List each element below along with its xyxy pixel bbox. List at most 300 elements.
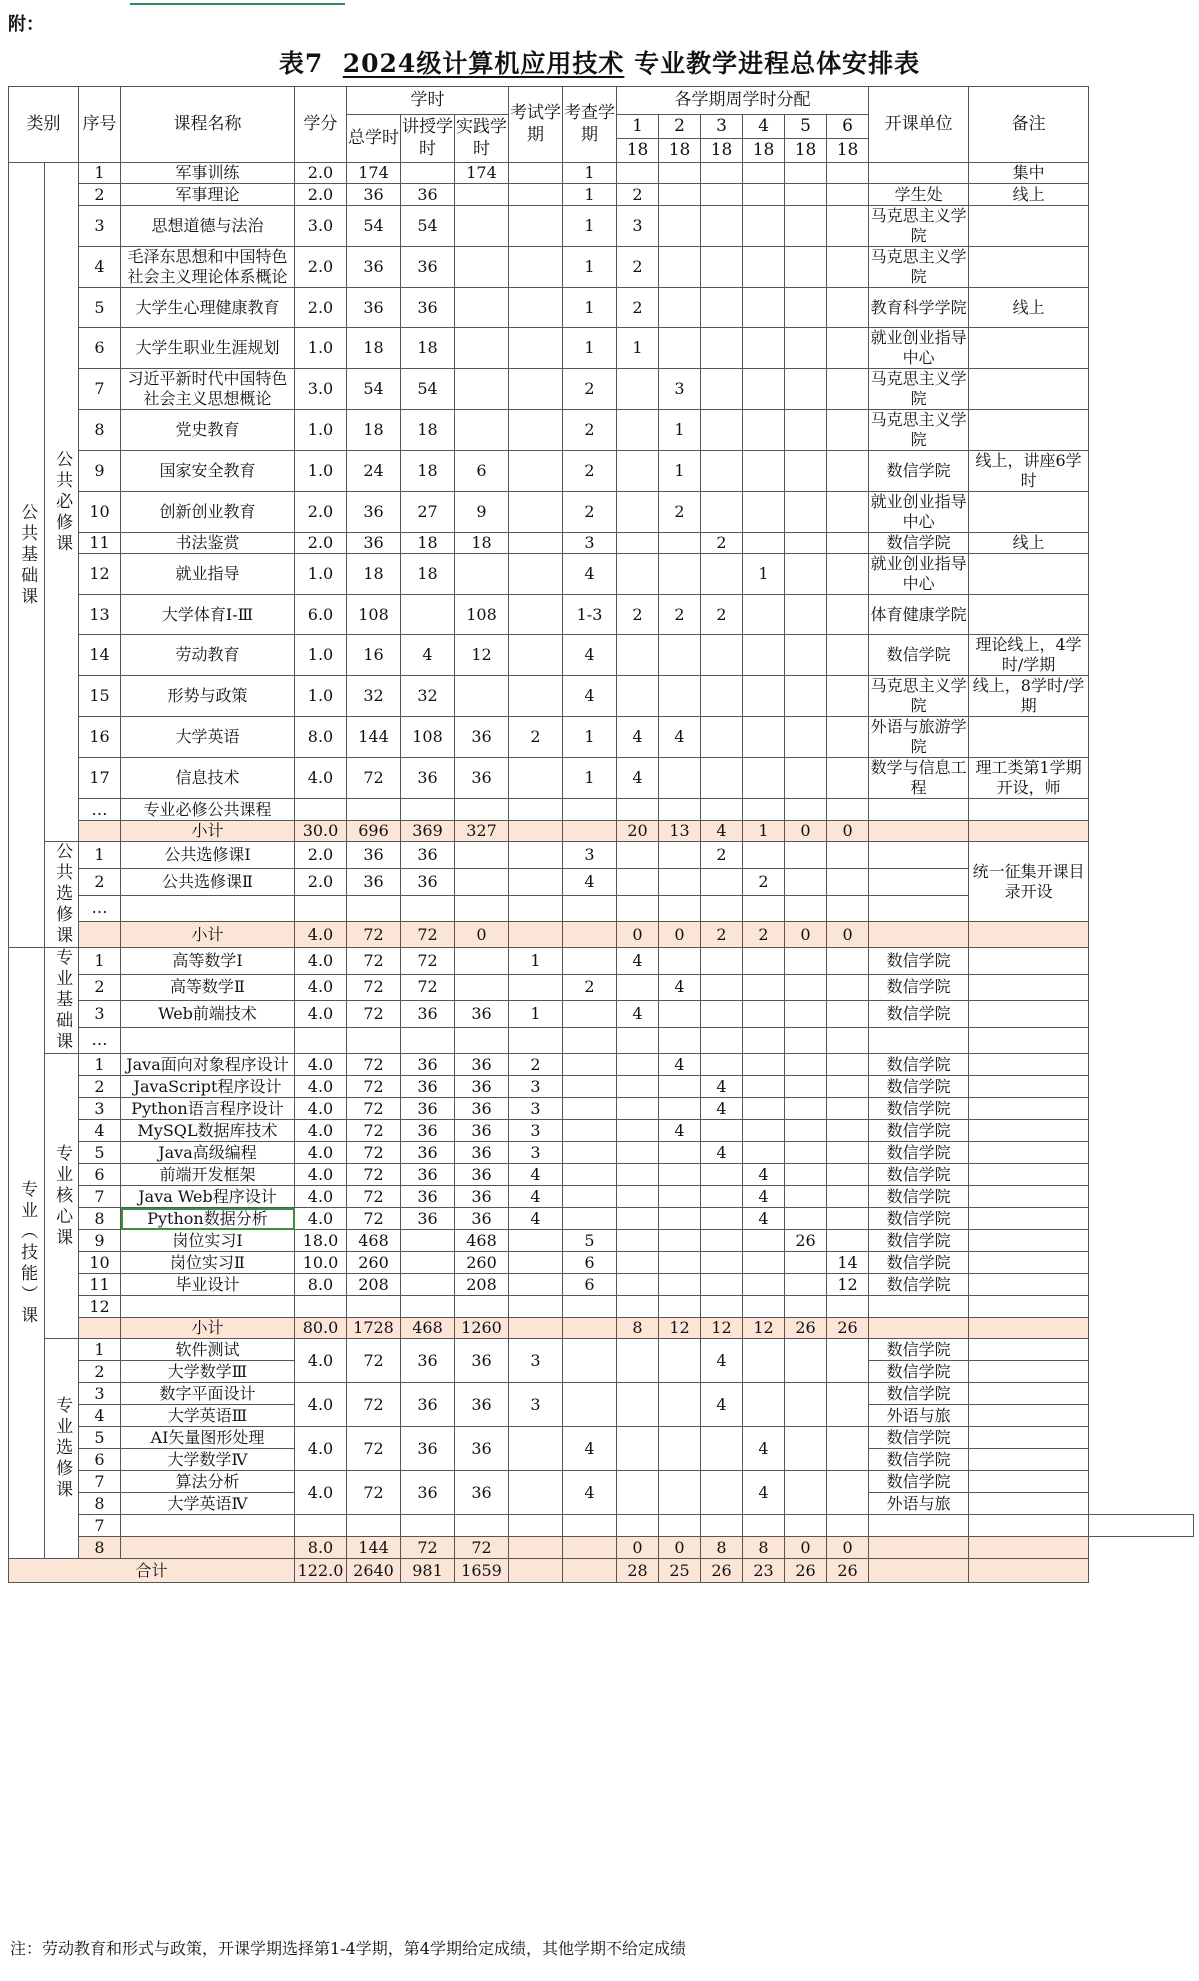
- weekly-hours-cell[interactable]: 14: [827, 1252, 869, 1274]
- total-hours-cell[interactable]: 36: [347, 842, 401, 869]
- weekly-hours-cell[interactable]: [785, 1027, 827, 1054]
- course-name-cell[interactable]: 大学英语Ⅲ: [121, 1405, 295, 1427]
- practice-hours-cell[interactable]: 18: [455, 533, 509, 554]
- weekly-hours-cell[interactable]: 26: [701, 1559, 743, 1583]
- remark-cell[interactable]: [969, 1076, 1089, 1098]
- seq-cell[interactable]: 6: [79, 328, 121, 369]
- weekly-hours-cell[interactable]: [827, 1427, 869, 1471]
- weekly-hours-cell[interactable]: [827, 1230, 869, 1252]
- total-hours-cell[interactable]: 72: [347, 1471, 401, 1515]
- weekly-hours-cell[interactable]: 0: [617, 922, 659, 948]
- weekly-hours-cell[interactable]: [701, 410, 743, 451]
- course-name-cell[interactable]: Java Web程序设计: [121, 1186, 295, 1208]
- dept-cell[interactable]: 数信学院: [869, 1208, 969, 1230]
- practice-hours-cell[interactable]: 36: [455, 1186, 509, 1208]
- weekly-hours-cell[interactable]: [827, 1208, 869, 1230]
- course-name-cell[interactable]: 毛泽东思想和中国特色社会主义理论体系概论: [121, 247, 295, 288]
- weekly-hours-cell[interactable]: [785, 1208, 827, 1230]
- weekly-hours-cell[interactable]: [617, 635, 659, 676]
- practice-hours-cell[interactable]: [455, 288, 509, 328]
- total-hours-cell[interactable]: 72: [347, 1076, 401, 1098]
- weekly-hours-cell[interactable]: 2: [701, 842, 743, 869]
- total-hours-cell[interactable]: 72: [347, 1186, 401, 1208]
- course-name-cell[interactable]: 高等数学Ⅰ: [121, 948, 295, 975]
- weekly-hours-cell[interactable]: [659, 868, 701, 895]
- lecture-hours-cell[interactable]: 36: [401, 1098, 455, 1120]
- seq-cell[interactable]: 3: [79, 1383, 121, 1405]
- seq-cell[interactable]: 10: [79, 1252, 121, 1274]
- weekly-hours-cell[interactable]: 4: [743, 1208, 785, 1230]
- remark-cell[interactable]: [969, 799, 1089, 821]
- exam-term-cell[interactable]: 1: [509, 948, 563, 975]
- check-term-cell[interactable]: [563, 1098, 617, 1120]
- practice-hours-cell[interactable]: [455, 799, 509, 821]
- lecture-hours-cell[interactable]: 72: [401, 974, 455, 1001]
- course-name-cell[interactable]: [121, 1027, 295, 1054]
- table-cell[interactable]: [785, 1515, 827, 1537]
- seq-cell[interactable]: 8: [79, 1537, 121, 1559]
- total-hours-cell[interactable]: 208: [347, 1274, 401, 1296]
- total-hours-cell[interactable]: 36: [347, 492, 401, 533]
- weekly-hours-cell[interactable]: [827, 974, 869, 1001]
- weekly-hours-cell[interactable]: [743, 842, 785, 869]
- lecture-hours-cell[interactable]: 36: [401, 1383, 455, 1427]
- weekly-hours-cell[interactable]: [827, 895, 869, 922]
- weekly-hours-cell[interactable]: [659, 533, 701, 554]
- weekly-hours-cell[interactable]: [785, 635, 827, 676]
- seq-cell[interactable]: …: [79, 799, 121, 821]
- credit-cell[interactable]: 1.0: [295, 451, 347, 492]
- credit-cell[interactable]: 2.0: [295, 868, 347, 895]
- weekly-hours-cell[interactable]: [617, 868, 659, 895]
- seq-cell[interactable]: 2: [79, 1076, 121, 1098]
- total-hours-cell[interactable]: 54: [347, 206, 401, 247]
- seq-cell[interactable]: 9: [79, 451, 121, 492]
- remark-cell[interactable]: [969, 1471, 1089, 1493]
- credit-cell[interactable]: 4.0: [295, 1383, 347, 1427]
- exam-term-cell[interactable]: [509, 163, 563, 184]
- weekly-hours-cell[interactable]: 4: [701, 1339, 743, 1383]
- weekly-hours-cell[interactable]: [659, 799, 701, 821]
- practice-hours-cell[interactable]: 36: [455, 1427, 509, 1471]
- dept-cell[interactable]: 数信学院: [869, 1076, 969, 1098]
- lecture-hours-cell[interactable]: 18: [401, 451, 455, 492]
- weekly-hours-cell[interactable]: [659, 1142, 701, 1164]
- exam-term-cell[interactable]: [509, 533, 563, 554]
- weekly-hours-cell[interactable]: 1: [659, 410, 701, 451]
- credit-cell[interactable]: 8.0: [295, 717, 347, 758]
- dept-cell[interactable]: 就业创业指导中心: [870, 328, 967, 367]
- weekly-hours-cell[interactable]: 0: [827, 1537, 869, 1559]
- table-cell[interactable]: [563, 1515, 617, 1537]
- lecture-hours-cell[interactable]: 54: [401, 369, 455, 410]
- weekly-hours-cell[interactable]: 4: [659, 1120, 701, 1142]
- remark-cell[interactable]: 理论线上，4学时/学期: [969, 635, 1089, 676]
- weekly-hours-cell[interactable]: 3: [617, 206, 659, 247]
- weekly-hours-cell[interactable]: [743, 1076, 785, 1098]
- practice-hours-cell[interactable]: 36: [455, 1208, 509, 1230]
- weekly-hours-cell[interactable]: [785, 554, 827, 595]
- remark-cell[interactable]: [969, 1274, 1089, 1296]
- dept-cell[interactable]: 就业创业指导中心: [870, 554, 967, 593]
- weekly-hours-cell[interactable]: [617, 1142, 659, 1164]
- weekly-hours-cell[interactable]: [617, 1208, 659, 1230]
- table-cell[interactable]: [827, 1515, 869, 1537]
- table-cell[interactable]: [347, 1515, 401, 1537]
- practice-hours-cell[interactable]: 36: [455, 1339, 509, 1383]
- check-term-cell[interactable]: 4: [563, 1471, 617, 1515]
- weekly-hours-cell[interactable]: [827, 1471, 869, 1515]
- dept-cell[interactable]: [869, 1318, 969, 1339]
- weekly-hours-cell[interactable]: [785, 758, 827, 799]
- lecture-hours-cell[interactable]: 36: [401, 247, 455, 288]
- weekly-hours-cell[interactable]: 4: [659, 974, 701, 1001]
- weekly-hours-cell[interactable]: [701, 328, 743, 369]
- check-term-cell[interactable]: [563, 1559, 617, 1583]
- check-term-cell[interactable]: [563, 1537, 617, 1559]
- weekly-hours-cell[interactable]: [785, 868, 827, 895]
- check-term-cell[interactable]: [563, 948, 617, 975]
- weekly-hours-cell[interactable]: [617, 1076, 659, 1098]
- dept-cell[interactable]: [869, 821, 969, 842]
- table-cell[interactable]: [455, 1515, 509, 1537]
- remark-cell[interactable]: [969, 206, 1089, 247]
- total-hours-cell[interactable]: 18: [347, 410, 401, 451]
- course-name-cell[interactable]: 习近平新时代中国特色社会主义思想概论: [121, 369, 295, 410]
- credit-cell[interactable]: 1.0: [295, 635, 347, 676]
- remark-cell[interactable]: 线上: [969, 533, 1089, 554]
- total-hours-cell[interactable]: 72: [347, 1120, 401, 1142]
- course-name-cell[interactable]: 算法分析: [121, 1471, 295, 1493]
- seq-cell[interactable]: 1: [79, 948, 121, 975]
- total-hours-cell[interactable]: 18: [347, 328, 401, 369]
- total-hours-cell[interactable]: 144: [347, 717, 401, 758]
- weekly-hours-cell[interactable]: [701, 1186, 743, 1208]
- weekly-hours-cell[interactable]: 4: [743, 1186, 785, 1208]
- remark-cell[interactable]: 线上，讲座6学时: [969, 451, 1089, 492]
- weekly-hours-cell[interactable]: [785, 1186, 827, 1208]
- course-name-cell[interactable]: 大学英语: [121, 717, 295, 758]
- seq-cell[interactable]: 5: [79, 1142, 121, 1164]
- weekly-hours-cell[interactable]: [785, 206, 827, 247]
- weekly-hours-cell[interactable]: [827, 1142, 869, 1164]
- seq-cell[interactable]: 15: [79, 676, 121, 717]
- table-cell[interactable]: [401, 1515, 455, 1537]
- weekly-hours-cell[interactable]: [743, 717, 785, 758]
- weekly-hours-cell[interactable]: [617, 451, 659, 492]
- weekly-hours-cell[interactable]: [701, 948, 743, 975]
- remark-cell[interactable]: [969, 1405, 1089, 1427]
- weekly-hours-cell[interactable]: [743, 410, 785, 451]
- lecture-hours-cell[interactable]: 36: [401, 1339, 455, 1383]
- weekly-hours-cell[interactable]: [743, 1230, 785, 1252]
- remark-cell[interactable]: [969, 717, 1089, 758]
- weekly-hours-cell[interactable]: [617, 1027, 659, 1054]
- course-name-cell[interactable]: MySQL数据库技术: [121, 1120, 295, 1142]
- lecture-hours-cell[interactable]: 36: [401, 1208, 455, 1230]
- credit-cell[interactable]: 4.0: [295, 1120, 347, 1142]
- remark-cell[interactable]: [1089, 1515, 1194, 1537]
- lecture-hours-cell[interactable]: [401, 799, 455, 821]
- exam-term-cell[interactable]: [509, 1296, 563, 1318]
- weekly-hours-cell[interactable]: [617, 1098, 659, 1120]
- weekly-hours-cell[interactable]: [827, 369, 869, 410]
- check-term-cell[interactable]: [563, 1142, 617, 1164]
- seq-cell[interactable]: 3: [79, 1098, 121, 1120]
- weekly-hours-cell[interactable]: [785, 1296, 827, 1318]
- weekly-hours-cell[interactable]: 2: [617, 247, 659, 288]
- weekly-hours-cell[interactable]: [701, 369, 743, 410]
- weekly-hours-cell[interactable]: [701, 1296, 743, 1318]
- remark-cell[interactable]: [969, 328, 1089, 369]
- weekly-hours-cell[interactable]: 3: [659, 369, 701, 410]
- lecture-hours-cell[interactable]: 36: [401, 1120, 455, 1142]
- weekly-hours-cell[interactable]: 4: [701, 1142, 743, 1164]
- total-hours-cell[interactable]: 72: [347, 974, 401, 1001]
- weekly-hours-cell[interactable]: [659, 206, 701, 247]
- weekly-hours-cell[interactable]: [785, 369, 827, 410]
- weekly-hours-cell[interactable]: [827, 554, 869, 595]
- table-cell[interactable]: [617, 1515, 659, 1537]
- weekly-hours-cell[interactable]: [743, 1120, 785, 1142]
- practice-hours-cell[interactable]: 36: [455, 1054, 509, 1076]
- weekly-hours-cell[interactable]: [743, 895, 785, 922]
- check-term-cell[interactable]: [563, 895, 617, 922]
- lecture-hours-cell[interactable]: 36: [401, 1054, 455, 1076]
- weekly-hours-cell[interactable]: [785, 595, 827, 635]
- weekly-hours-cell[interactable]: [659, 948, 701, 975]
- weekly-hours-cell[interactable]: [743, 206, 785, 247]
- weekly-hours-cell[interactable]: [659, 895, 701, 922]
- credit-cell[interactable]: 4.0: [295, 922, 347, 948]
- subtotal-label[interactable]: 小计: [121, 922, 295, 948]
- remark-cell[interactable]: [969, 1427, 1089, 1449]
- weekly-hours-cell[interactable]: [827, 635, 869, 676]
- practice-hours-cell[interactable]: [455, 1296, 509, 1318]
- dept-cell[interactable]: 数信学院: [869, 1186, 969, 1208]
- remark-cell[interactable]: [969, 948, 1089, 975]
- credit-cell[interactable]: 1.0: [295, 410, 347, 451]
- remark-cell[interactable]: [969, 922, 1089, 948]
- weekly-hours-cell[interactable]: [701, 451, 743, 492]
- dept-cell[interactable]: 学生处: [869, 184, 969, 206]
- weekly-hours-cell[interactable]: [785, 247, 827, 288]
- weekly-hours-cell[interactable]: [701, 247, 743, 288]
- check-term-cell[interactable]: 5: [563, 1230, 617, 1252]
- remark-cell[interactable]: [969, 1142, 1089, 1164]
- practice-hours-cell[interactable]: [455, 184, 509, 206]
- check-term-cell[interactable]: 2: [563, 451, 617, 492]
- weekly-hours-cell[interactable]: 12: [701, 1318, 743, 1339]
- lecture-hours-cell[interactable]: 36: [401, 1427, 455, 1471]
- weekly-hours-cell[interactable]: [785, 1164, 827, 1186]
- weekly-hours-cell[interactable]: 2: [743, 922, 785, 948]
- subtotal-label[interactable]: 小计: [121, 821, 295, 842]
- table-cell[interactable]: [969, 1515, 1089, 1537]
- weekly-hours-cell[interactable]: [659, 1164, 701, 1186]
- weekly-hours-cell[interactable]: 8: [617, 1318, 659, 1339]
- remark-cell[interactable]: [969, 492, 1089, 533]
- credit-cell[interactable]: 4.0: [295, 1208, 347, 1230]
- table-cell[interactable]: [869, 1515, 969, 1537]
- weekly-hours-cell[interactable]: [743, 1142, 785, 1164]
- remark-cell[interactable]: 线上: [969, 184, 1089, 206]
- weekly-hours-cell[interactable]: [617, 410, 659, 451]
- seq-cell[interactable]: 1: [79, 1054, 121, 1076]
- course-name-cell[interactable]: 公共选修课Ⅱ: [121, 868, 295, 895]
- dept-cell[interactable]: 数学与信息工程: [870, 758, 967, 797]
- weekly-hours-cell[interactable]: [617, 842, 659, 869]
- course-name-cell[interactable]: 书法鉴赏: [121, 533, 295, 554]
- weekly-hours-cell[interactable]: [659, 1098, 701, 1120]
- exam-term-cell[interactable]: 3: [509, 1383, 563, 1427]
- check-term-cell[interactable]: 2: [563, 369, 617, 410]
- weekly-hours-cell[interactable]: 0: [785, 1537, 827, 1559]
- weekly-hours-cell[interactable]: [659, 635, 701, 676]
- practice-hours-cell[interactable]: [455, 554, 509, 595]
- remark-cell[interactable]: [969, 1054, 1089, 1076]
- weekly-hours-cell[interactable]: [701, 895, 743, 922]
- weekly-hours-cell[interactable]: 1: [743, 554, 785, 595]
- seq-cell[interactable]: 16: [79, 717, 121, 758]
- credit-cell[interactable]: [295, 799, 347, 821]
- total-hours-cell[interactable]: 72: [347, 1208, 401, 1230]
- check-term-cell[interactable]: 2: [563, 410, 617, 451]
- lecture-hours-cell[interactable]: 18: [401, 533, 455, 554]
- check-term-cell[interactable]: 2: [563, 974, 617, 1001]
- grand-total-label[interactable]: 合计: [9, 1559, 295, 1583]
- weekly-hours-cell[interactable]: [743, 369, 785, 410]
- lecture-hours-cell[interactable]: [401, 1274, 455, 1296]
- total-hours-cell[interactable]: [347, 895, 401, 922]
- course-name-cell[interactable]: 毕业设计: [121, 1274, 295, 1296]
- weekly-hours-cell[interactable]: [743, 948, 785, 975]
- weekly-hours-cell[interactable]: [785, 895, 827, 922]
- remark-cell[interactable]: [969, 1339, 1089, 1361]
- table-cell[interactable]: [743, 1515, 785, 1537]
- weekly-hours-cell[interactable]: [701, 1274, 743, 1296]
- lecture-hours-cell[interactable]: 18: [401, 328, 455, 369]
- credit-cell[interactable]: 1.0: [295, 554, 347, 595]
- total-hours-cell[interactable]: 468: [347, 1230, 401, 1252]
- remark-cell[interactable]: [969, 554, 1089, 595]
- total-hours-cell[interactable]: 72: [347, 1339, 401, 1383]
- weekly-hours-cell[interactable]: 28: [617, 1559, 659, 1583]
- remark-cell[interactable]: [969, 1493, 1089, 1515]
- weekly-hours-cell[interactable]: [785, 1120, 827, 1142]
- total-hours-cell[interactable]: 16: [347, 635, 401, 676]
- check-term-cell[interactable]: [563, 1027, 617, 1054]
- weekly-hours-cell[interactable]: [827, 533, 869, 554]
- weekly-hours-cell[interactable]: [827, 868, 869, 895]
- weekly-hours-cell[interactable]: [659, 1208, 701, 1230]
- credit-cell[interactable]: 2.0: [295, 842, 347, 869]
- practice-hours-cell[interactable]: 260: [455, 1252, 509, 1274]
- exam-term-cell[interactable]: [509, 821, 563, 842]
- practice-hours-cell[interactable]: [455, 206, 509, 247]
- dept-cell[interactable]: 数信学院: [869, 1383, 969, 1405]
- seq-cell[interactable]: 10: [79, 492, 121, 533]
- dept-cell[interactable]: [869, 842, 969, 869]
- seq-cell[interactable]: 4: [79, 1120, 121, 1142]
- weekly-hours-cell[interactable]: 25: [659, 1559, 701, 1583]
- check-term-cell[interactable]: [563, 1164, 617, 1186]
- weekly-hours-cell[interactable]: 2: [701, 533, 743, 554]
- practice-hours-cell[interactable]: 36: [455, 1098, 509, 1120]
- weekly-hours-cell[interactable]: 26: [785, 1318, 827, 1339]
- course-name-cell[interactable]: [121, 1537, 295, 1559]
- exam-term-cell[interactable]: [509, 1537, 563, 1559]
- weekly-hours-cell[interactable]: [743, 1296, 785, 1318]
- weekly-hours-cell[interactable]: [617, 1274, 659, 1296]
- weekly-hours-cell[interactable]: [743, 1001, 785, 1028]
- lecture-hours-cell[interactable]: 36: [401, 1164, 455, 1186]
- weekly-hours-cell[interactable]: 2: [617, 595, 659, 635]
- seq-cell[interactable]: 7: [79, 1471, 121, 1493]
- remark-cell[interactable]: 理工类第1学期开设，师: [969, 758, 1089, 799]
- exam-term-cell[interactable]: [509, 247, 563, 288]
- weekly-hours-cell[interactable]: [827, 799, 869, 821]
- weekly-hours-cell[interactable]: [659, 288, 701, 328]
- weekly-hours-cell[interactable]: [701, 206, 743, 247]
- lecture-hours-cell[interactable]: 4: [401, 635, 455, 676]
- lecture-hours-cell[interactable]: 36: [401, 288, 455, 328]
- seq-cell[interactable]: 12: [79, 1296, 121, 1318]
- dept-cell[interactable]: [869, 799, 969, 821]
- practice-hours-cell[interactable]: [455, 948, 509, 975]
- credit-cell[interactable]: 4.0: [295, 974, 347, 1001]
- weekly-hours-cell[interactable]: 23: [743, 1559, 785, 1583]
- weekly-hours-cell[interactable]: [617, 554, 659, 595]
- exam-term-cell[interactable]: [509, 842, 563, 869]
- weekly-hours-cell[interactable]: [785, 1427, 827, 1471]
- weekly-hours-cell[interactable]: [701, 717, 743, 758]
- weekly-hours-cell[interactable]: [785, 1142, 827, 1164]
- practice-hours-cell[interactable]: [455, 328, 509, 369]
- total-hours-cell[interactable]: 72: [347, 922, 401, 948]
- weekly-hours-cell[interactable]: [785, 163, 827, 184]
- dept-cell[interactable]: 数信学院: [869, 451, 969, 492]
- weekly-hours-cell[interactable]: [701, 799, 743, 821]
- remark-cell[interactable]: [969, 1120, 1089, 1142]
- practice-hours-cell[interactable]: [455, 676, 509, 717]
- lecture-hours-cell[interactable]: 27: [401, 492, 455, 533]
- practice-hours-cell[interactable]: 6: [455, 451, 509, 492]
- weekly-hours-cell[interactable]: [743, 1383, 785, 1427]
- course-name-cell[interactable]: 思想道德与法治: [121, 206, 295, 247]
- lecture-hours-cell[interactable]: 36: [401, 842, 455, 869]
- weekly-hours-cell[interactable]: [743, 1027, 785, 1054]
- check-term-cell[interactable]: 3: [563, 533, 617, 554]
- credit-cell[interactable]: 4.0: [295, 1427, 347, 1471]
- weekly-hours-cell[interactable]: [827, 1001, 869, 1028]
- dept-cell[interactable]: 体育健康学院: [869, 595, 969, 635]
- check-term-cell[interactable]: 2: [563, 492, 617, 533]
- weekly-hours-cell[interactable]: [617, 492, 659, 533]
- check-term-cell[interactable]: 1: [563, 247, 617, 288]
- credit-cell[interactable]: 4.0: [295, 1001, 347, 1028]
- lecture-hours-cell[interactable]: [401, 1027, 455, 1054]
- check-term-cell[interactable]: 1: [563, 328, 617, 369]
- weekly-hours-cell[interactable]: [827, 676, 869, 717]
- total-hours-cell[interactable]: 36: [347, 247, 401, 288]
- remark-cell[interactable]: [969, 1383, 1089, 1405]
- seq-cell[interactable]: [79, 922, 121, 948]
- seq-cell[interactable]: 3: [79, 1001, 121, 1028]
- course-name-cell[interactable]: [121, 895, 295, 922]
- practice-hours-cell[interactable]: 36: [455, 1471, 509, 1515]
- check-term-cell[interactable]: 1: [563, 163, 617, 184]
